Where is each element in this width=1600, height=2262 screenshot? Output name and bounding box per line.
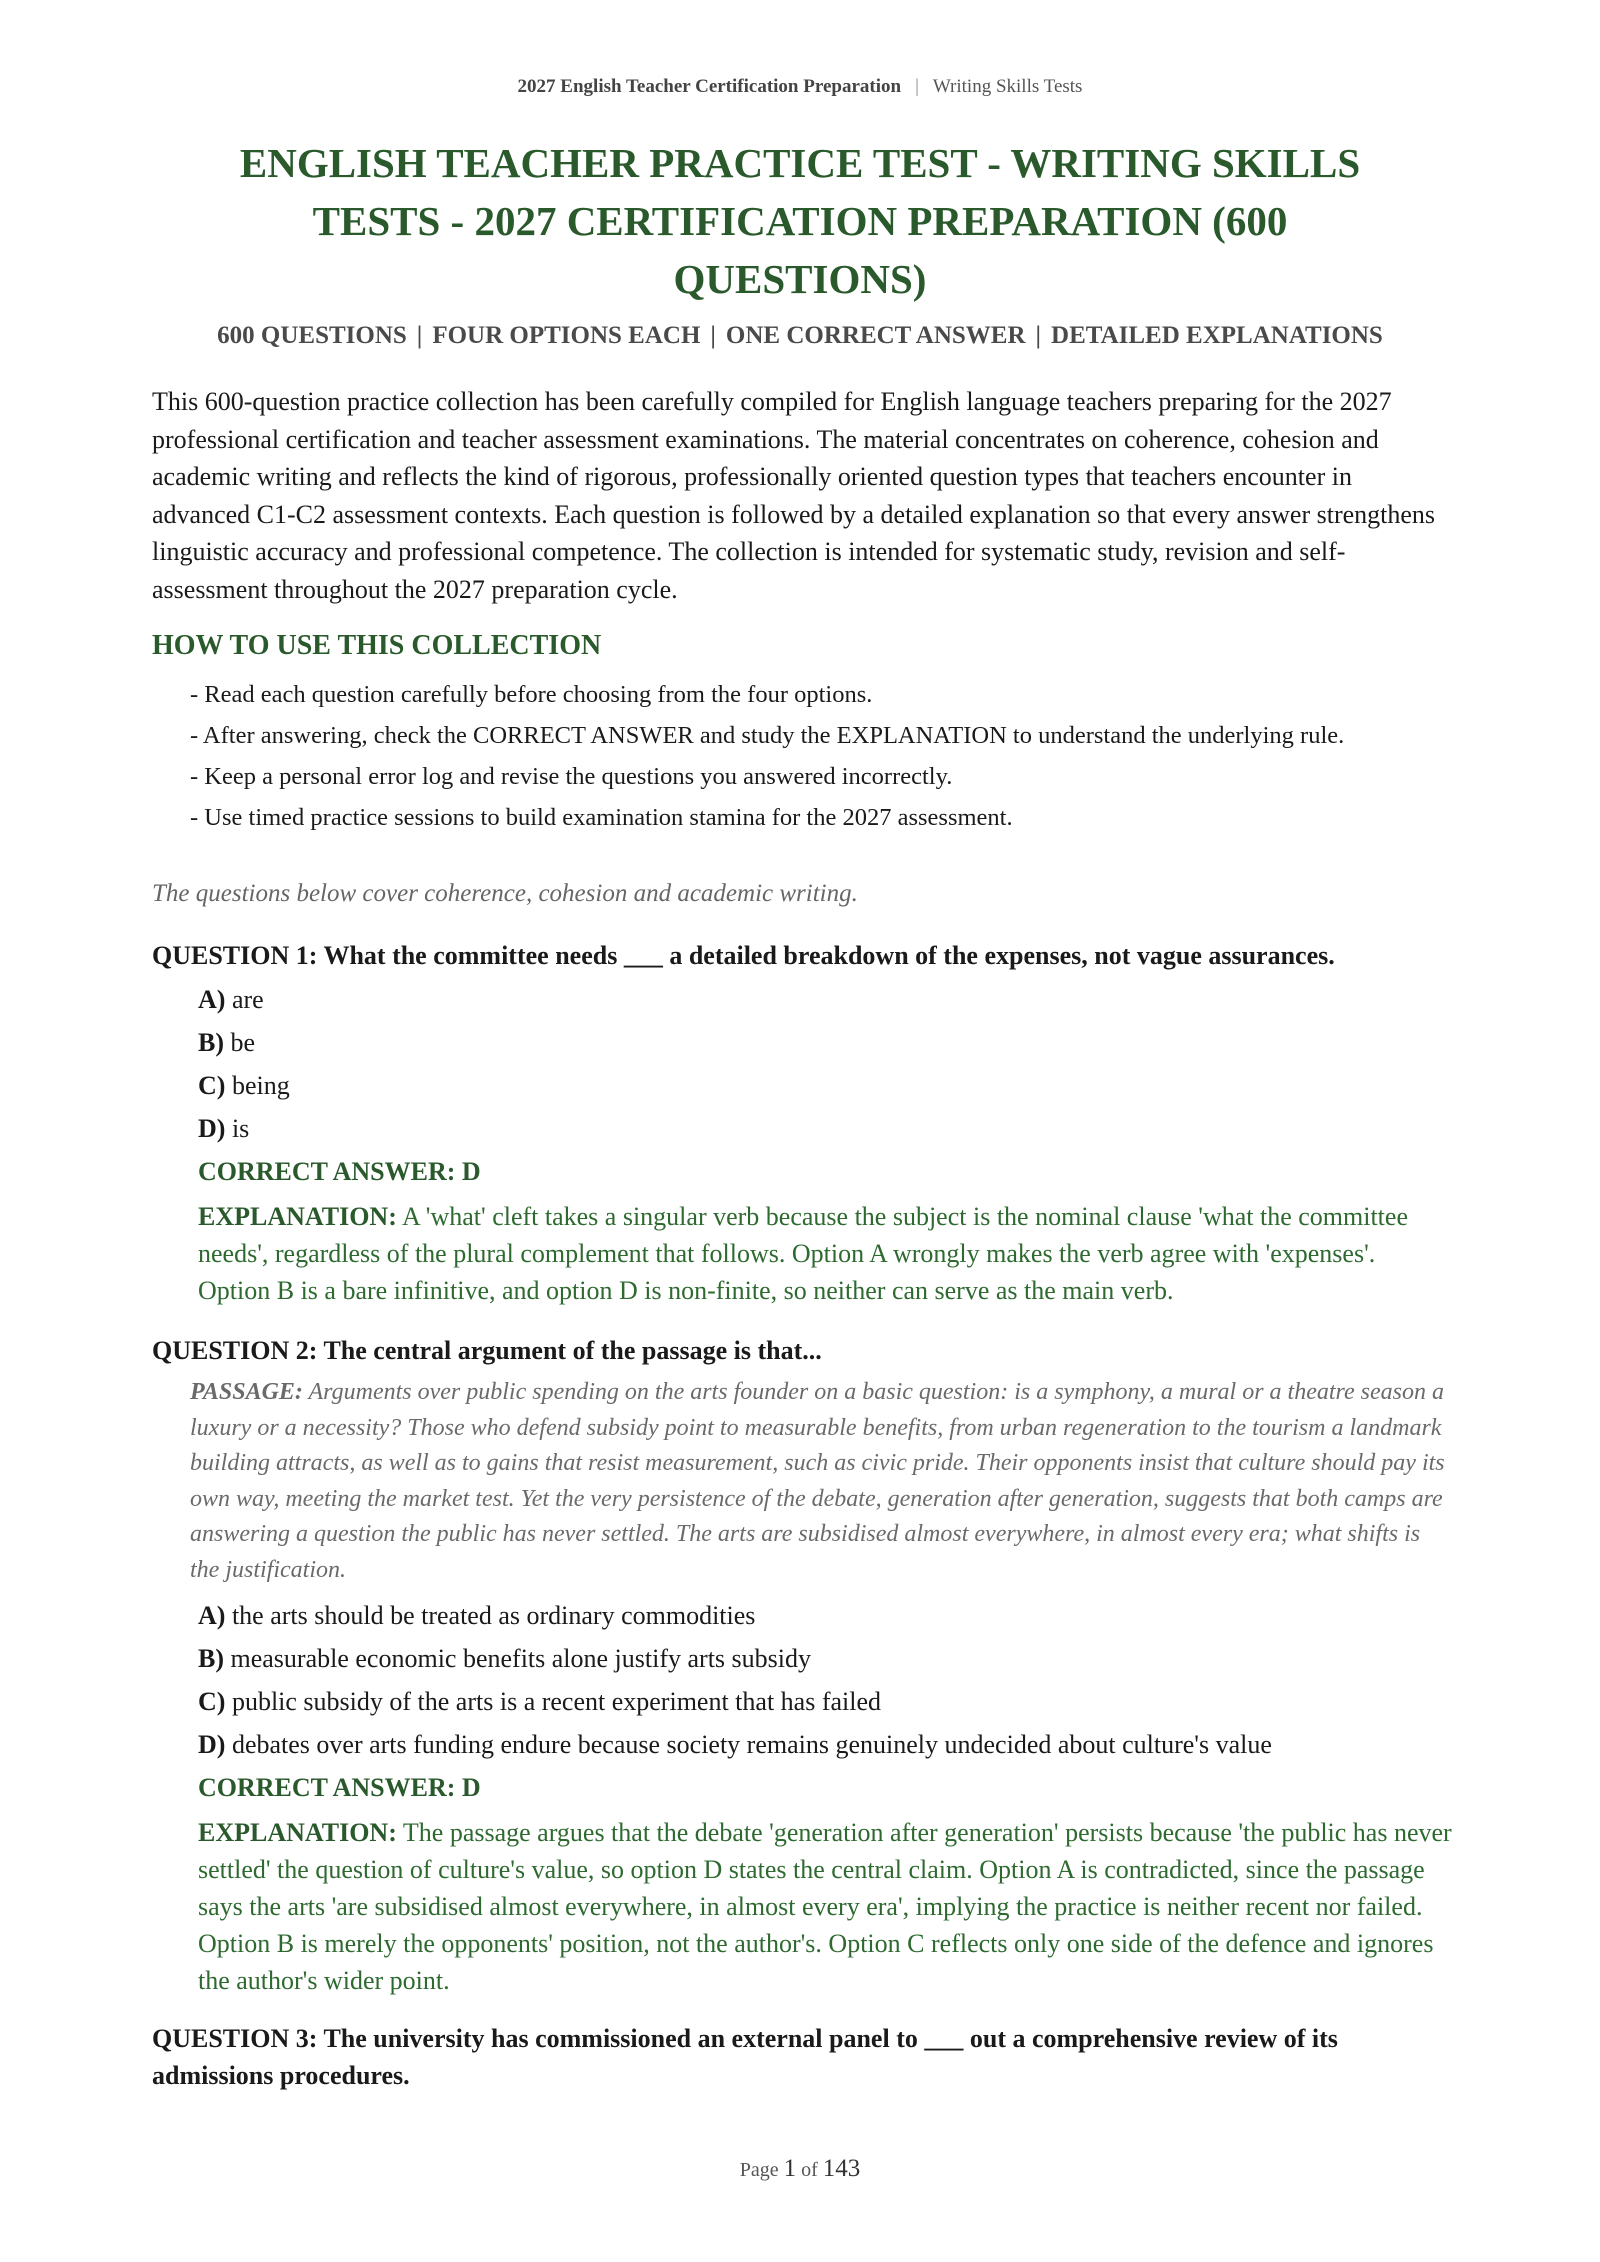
explanation: [198, 1198, 1453, 1309]
option-letter: B): [198, 1028, 224, 1057]
footer-page-number: 1: [783, 2155, 797, 2182]
option-c[interactable]: [198, 1680, 1448, 1723]
coverage-note: The questions below cover coherence, cohesion and academic writing.: [152, 880, 858, 907]
subtitle-separator: |: [416, 322, 423, 349]
explanation-label: EXPLANATION:: [198, 1818, 397, 1847]
explanation-text: A 'what' cleft takes a singular verb because the subject is the nominal clause 'what the committee needs', regardless of the plural complement that follows. Option A wrongly makes the verb agree with 'expenses'. Option B is a bare infinitive, and option D is non-finite, so neither can serve as the main verb.: [198, 1202, 1408, 1305]
option-d[interactable]: [198, 1723, 1448, 1766]
running-header: [0, 76, 1600, 98]
option-letter: D): [198, 1114, 226, 1143]
correct-answer: CORRECT ANSWER: D: [198, 1157, 481, 1186]
option-text: being: [231, 1071, 290, 1100]
correct-answer: CORRECT ANSWER: D: [198, 1773, 481, 1802]
option-b[interactable]: [198, 1637, 1448, 1680]
option-text: debates over arts funding endure because society remains genuinely undecided about culture's value: [231, 1730, 1272, 1759]
header-right: Writing Skills Tests: [932, 76, 1083, 97]
subtitle-separator: |: [710, 322, 716, 349]
header-left: 2027 English Teacher Certification Preparation: [517, 76, 902, 97]
option-letter: A): [198, 1601, 226, 1630]
option-a[interactable]: [198, 978, 1448, 1021]
question-2-options: [198, 1594, 1448, 1766]
document-title: ENGLISH TEACHER PRACTICE TEST - WRITING SKILLS TESTS - 2027 CERTIFICATION PREPARATION (600 QUESTIONS): [239, 140, 1361, 302]
footer-of: of: [801, 2159, 818, 2181]
option-text: the arts should be treated as ordinary commodities: [231, 1601, 756, 1630]
passage-label: PASSAGE:: [190, 1379, 303, 1405]
option-letter: B): [198, 1644, 224, 1673]
explanation-label: EXPLANATION:: [198, 1202, 397, 1231]
option-text: public subsidy of the arts is a recent experiment that has failed: [231, 1687, 882, 1716]
footer-page-total: 143: [822, 2155, 861, 2182]
passage: [190, 1375, 1455, 1588]
page-footer: [0, 2155, 1600, 2183]
question-1: QUESTION 1: What the committee needs ___ a detailed breakdown of the expenses, not vague assurances.: [152, 941, 1335, 970]
question-2: QUESTION 2: The central argument of the passage is that...: [152, 1336, 822, 1365]
subtitle-separator: |: [1035, 322, 1042, 349]
option-text: measurable economic benefits alone justify arts subsidy: [230, 1644, 812, 1673]
list-item: - Read each question carefully before choosing from the four options.: [190, 681, 873, 708]
subtitle-item: DETAILED EXPLANATIONS: [1051, 322, 1383, 349]
explanation: [198, 1814, 1453, 1999]
option-letter: A): [198, 985, 226, 1014]
option-text: be: [230, 1028, 256, 1057]
option-text: is: [231, 1114, 250, 1143]
howto-heading: HOW TO USE THIS COLLECTION: [152, 630, 602, 661]
option-c[interactable]: [198, 1064, 1448, 1107]
explanation-text: The passage argues that the debate 'generation after generation' persists because 'the public has never settled' the question of culture's value, so option D states the central claim. Option A is contradicted, since the passage says the arts 'are subsidised almost everywhere, in almost every era', implying the practice is neither recent nor failed. Option B is merely the opponents' position, not the author's. Option C reflects only one side of the defence and ignores the author's wider point.: [198, 1818, 1452, 1995]
subtitle-bar: [0, 322, 1600, 350]
header-separator: |: [915, 76, 919, 97]
option-letter: D): [198, 1730, 226, 1759]
subtitle-item: ONE CORRECT ANSWER: [725, 322, 1026, 349]
list-item: - Use timed practice sessions to build examination stamina for the 2027 assessment.: [190, 804, 1013, 831]
intro-paragraph: This 600-question practice collection has been carefully compiled for English language teachers preparing for the 2027 professional certification and teacher assessment examinations. The material concentrates on coherence, cohesion and academic writing and reflects the kind of rigorous, professionally oriented question types that teachers encounter in advanced C1-C2 assessment contexts. Each question is followed by a detailed explanation so that every answer strengthens linguistic accuracy and professional competence. The collection is intended for systematic study, revision and self-assessment throughout the 2027 preparation cycle.: [152, 387, 1436, 604]
subtitle-item: 600 QUESTIONS: [217, 322, 407, 349]
option-letter: C): [198, 1687, 226, 1716]
list-item: - After answering, check the CORRECT ANSWER and study the EXPLANATION to understand the underlying rule.: [190, 722, 1345, 749]
footer-page-prefix: Page: [739, 2159, 779, 2181]
option-b[interactable]: [198, 1021, 1448, 1064]
option-letter: C): [198, 1071, 226, 1100]
list-item: - Keep a personal error log and revise the questions you answered incorrectly.: [190, 763, 953, 790]
question-3: QUESTION 3: The university has commissioned an external panel to ___ out a comprehensive review of its admissions procedures.: [152, 2024, 1338, 2090]
option-text: are: [231, 985, 264, 1014]
question-1-options: [198, 978, 1448, 1150]
option-a[interactable]: [198, 1594, 1448, 1637]
howto-list: [190, 678, 1450, 842]
option-d[interactable]: [198, 1107, 1448, 1150]
passage-text: Arguments over public spending on the arts founder on a basic question: is a symphony, a mural or a theatre season a luxury or a necessity? Those who defend subsidy point to measurable benefits, from urban regeneration to the tourism a landmark building attracts, as well as to gains that resist measurement, such as civic pride. Their opponents insist that culture should pay its own way, meeting the market test. Yet the very persistence of the debate, generation after generation, suggests that both camps are answering a question the public has never settled. The arts are subsidised almost everywhere, in almost every era; what shifts is the justification.: [190, 1379, 1445, 1583]
subtitle-item: FOUR OPTIONS EACH: [432, 322, 701, 349]
